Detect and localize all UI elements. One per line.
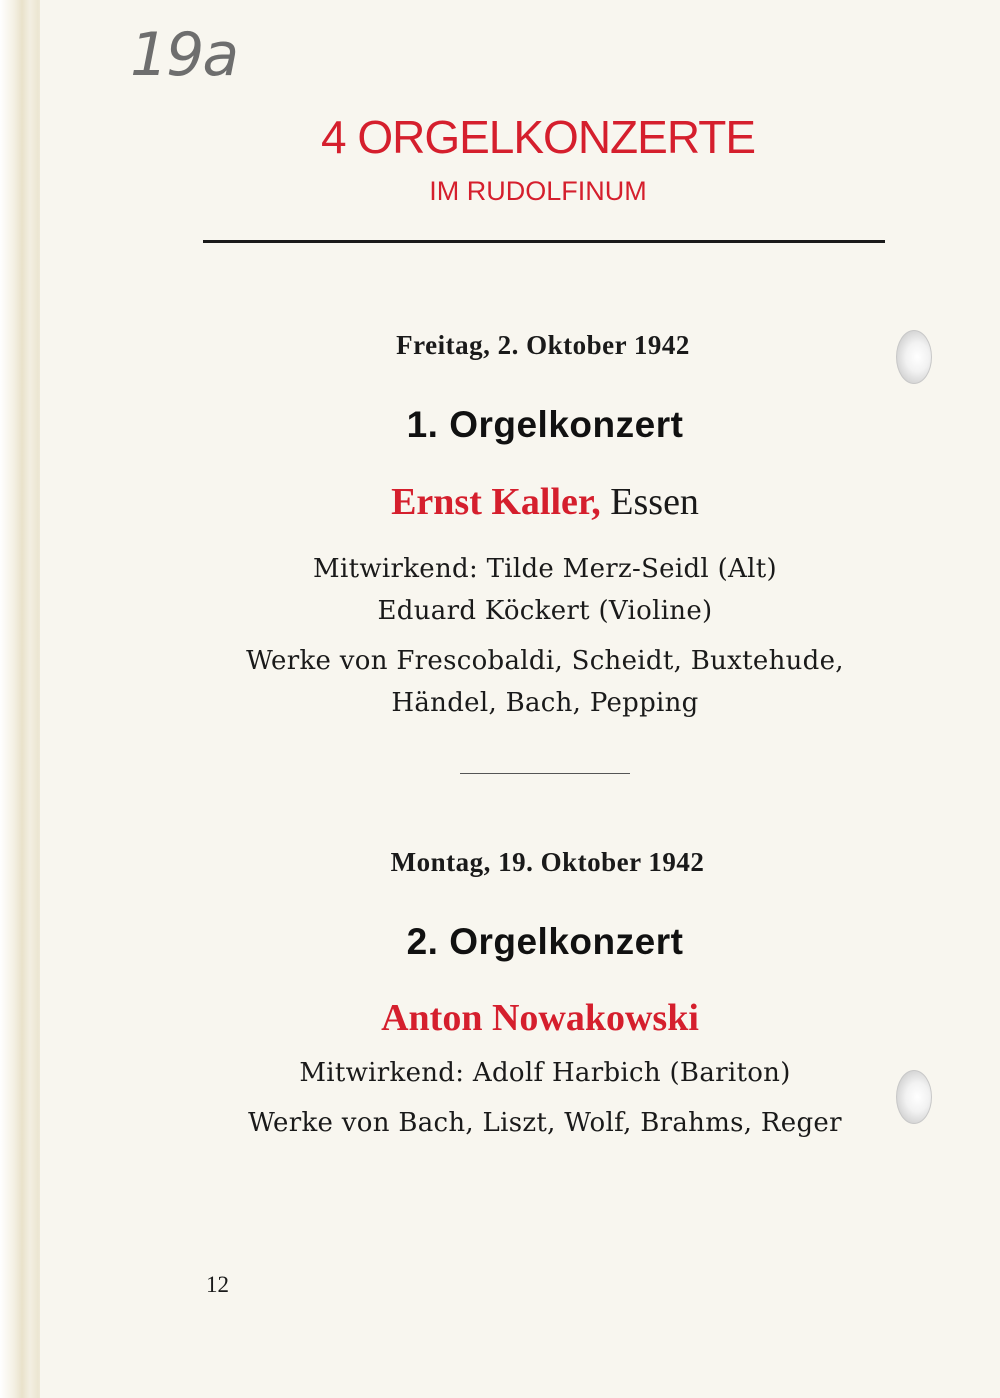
performer-city: Essen: [610, 481, 699, 523]
concert-1-participant-2: Eduard Köckert (Violine): [377, 596, 713, 626]
concert-2-participant: Mitwirkend: Adolf Harbich (Bariton): [299, 1058, 791, 1088]
header-divider: [203, 240, 885, 243]
series-subtitle: IM RUDOLFINUM: [429, 176, 647, 206]
series-title: 4 ORGELKONZERTE: [320, 111, 756, 163]
performer-name: Ernst Kaller,: [391, 481, 601, 523]
punch-hole: [896, 330, 932, 384]
concert-1-performer: [340, 480, 750, 524]
concert-2-date: Montag, 19. Oktober 1942: [390, 847, 705, 877]
concert-2-works: Werke von Bach, Liszt, Wolf, Brahms, Reger: [248, 1108, 842, 1138]
section-divider: [460, 773, 630, 774]
punch-hole: [896, 1070, 932, 1124]
concert-1-title: 1. Orgelkonzert: [406, 404, 684, 445]
page-number: 12: [206, 1272, 229, 1297]
concert-1-works: Werke von Frescobaldi, Scheidt, Buxtehude,: [246, 646, 844, 676]
concert-1-works-cont: Händel, Bach, Pepping: [391, 688, 699, 718]
concert-2-title: 2. Orgelkonzert: [406, 921, 684, 962]
handwritten-annotation: 19a: [130, 20, 238, 90]
concert-1-date: Freitag, 2. Oktober 1942: [396, 330, 690, 360]
performer-name: Anton Nowakowski: [381, 997, 699, 1039]
concert-1-participant: Mitwirkend: Tilde Merz-Seidl (Alt): [313, 554, 777, 584]
concert-2-performer: [320, 996, 760, 1040]
